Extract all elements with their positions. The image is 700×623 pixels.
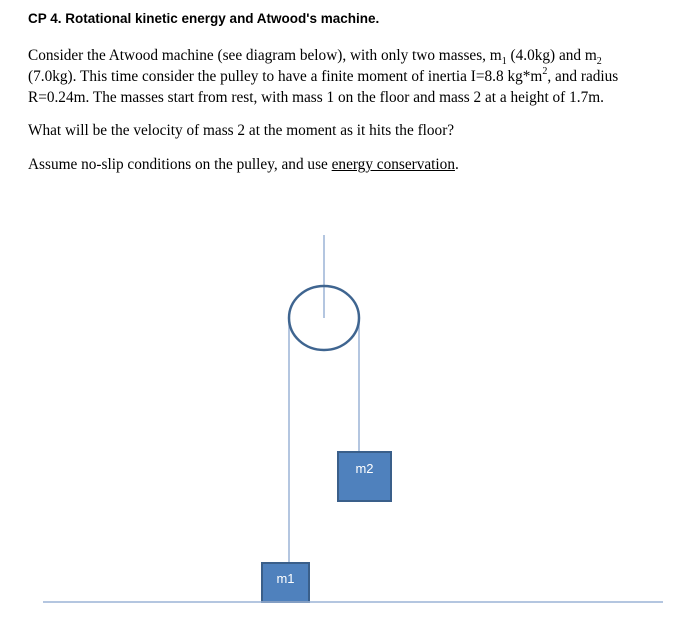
- mass-1-label: m1: [276, 571, 295, 586]
- description-line-1-text-b: (4.0kg) and m: [506, 47, 597, 64]
- question-text: What will be the velocity of mass 2 at the moment as it hits the floor?: [28, 122, 455, 139]
- description-line-1-text-a: Consider the Atwood machine (see diagram below), with only two masses, m: [28, 47, 502, 64]
- mass-2-label: m2: [355, 461, 374, 476]
- mass-2-block: [338, 452, 391, 501]
- mass1-subscript: 1: [501, 56, 507, 68]
- energy-conservation-link[interactable]: energy conservation: [331, 156, 455, 173]
- description-line-2-text-a: (7.0kg). This time consider the pulley to have a finite moment of inertia I=8.8 kg*m: [28, 68, 543, 85]
- assumption-text-b: .: [454, 156, 459, 173]
- inertia-unit-superscript: 2: [542, 65, 548, 77]
- assumption-text-a: Assume no-slip conditions on the pulley, and use: [28, 156, 332, 173]
- mass2-subscript: 2: [596, 56, 602, 68]
- problem-title: CP 4. Rotational kinetic energy and Atwood's machine.: [28, 11, 380, 26]
- description-line-3: R=0.24m. The masses start from rest, with mass 1 on the floor and mass 2 at a height of 1.7m.: [28, 89, 604, 106]
- description-line-2-text-b: , and radius: [547, 68, 619, 85]
